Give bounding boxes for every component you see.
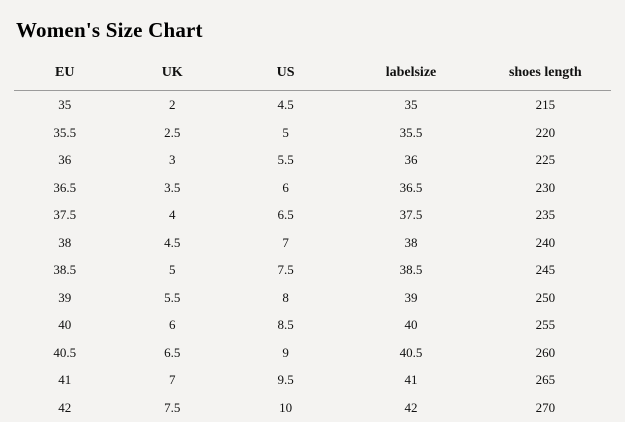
cell-shoes-length: 215 xyxy=(535,97,556,112)
table-row xyxy=(14,201,611,229)
cell-uk: 5 xyxy=(168,262,176,278)
cell-us: 4.5 xyxy=(277,97,294,112)
cell-us: 9 xyxy=(282,344,289,360)
cell-eu: 38.5 xyxy=(53,262,77,278)
cell-uk: 6.5 xyxy=(164,344,181,360)
column-header-shoes-length: shoes length xyxy=(480,59,611,91)
cell-labelsize: 42 xyxy=(404,400,418,416)
cell-uk: 6 xyxy=(168,317,176,333)
cell-us: 7 xyxy=(282,234,289,250)
cell-us: 5 xyxy=(282,124,289,140)
table-row xyxy=(14,119,611,147)
cell-shoes-length: 235 xyxy=(535,207,556,223)
table-row xyxy=(14,339,611,367)
cell-labelsize: 38 xyxy=(404,234,418,250)
cell-uk: 3 xyxy=(168,152,176,168)
cell-labelsize: 40 xyxy=(404,317,418,333)
cell-shoes-length: 250 xyxy=(535,289,556,305)
table-header-row xyxy=(14,59,611,91)
cell-shoes-length: 260 xyxy=(535,344,556,360)
table-row xyxy=(14,174,611,202)
cell-uk: 7 xyxy=(168,372,176,388)
cell-shoes-length: 230 xyxy=(535,179,556,195)
cell-shoes-length: 245 xyxy=(535,262,556,278)
table-row xyxy=(14,91,611,119)
cell-shoes-length: 240 xyxy=(535,234,556,250)
column-header-uk: UK xyxy=(115,59,228,91)
cell-eu: 36.5 xyxy=(53,179,77,195)
cell-eu: 40.5 xyxy=(53,344,77,360)
page-title: Women's Size Chart xyxy=(16,18,203,42)
cell-uk: 2 xyxy=(168,97,176,112)
cell-labelsize: 41 xyxy=(404,372,418,388)
table-header xyxy=(14,59,611,91)
table-row xyxy=(14,146,611,174)
table-row xyxy=(14,394,611,422)
column-header-us: US xyxy=(229,59,342,91)
cell-shoes-length: 220 xyxy=(535,124,556,140)
cell-labelsize: 38.5 xyxy=(399,262,423,278)
column-header-eu: EU xyxy=(14,59,115,91)
size-chart-table xyxy=(14,59,611,422)
table-body xyxy=(14,91,611,422)
cell-labelsize: 35 xyxy=(404,97,418,112)
cell-eu: 42 xyxy=(58,400,72,416)
cell-eu: 40 xyxy=(58,317,72,333)
table-row xyxy=(14,256,611,284)
cell-us: 8.5 xyxy=(277,317,294,333)
column-header-labelsize: labelsize xyxy=(342,59,479,91)
cell-uk: 4 xyxy=(168,207,176,223)
table-row xyxy=(14,229,611,257)
cell-us: 6 xyxy=(282,179,289,195)
cell-eu: 37.5 xyxy=(53,207,77,223)
cell-uk: 5.5 xyxy=(164,289,181,305)
cell-shoes-length: 225 xyxy=(535,152,556,168)
cell-labelsize: 37.5 xyxy=(399,207,423,223)
cell-labelsize: 36.5 xyxy=(399,179,423,195)
cell-uk: 2.5 xyxy=(164,124,181,140)
cell-eu: 35.5 xyxy=(53,124,77,140)
table-row xyxy=(14,284,611,312)
cell-us: 7.5 xyxy=(277,262,294,278)
cell-uk: 3.5 xyxy=(164,179,181,195)
cell-labelsize: 39 xyxy=(404,289,418,305)
cell-shoes-length: 270 xyxy=(535,400,556,416)
cell-us: 5.5 xyxy=(277,152,294,168)
cell-eu: 38 xyxy=(58,234,72,250)
table-row xyxy=(14,311,611,339)
cell-labelsize: 36 xyxy=(404,152,418,168)
cell-labelsize: 35.5 xyxy=(399,124,423,140)
cell-labelsize: 40.5 xyxy=(399,344,423,360)
cell-us: 8 xyxy=(282,289,289,305)
cell-eu: 41 xyxy=(58,372,72,388)
cell-shoes-length: 265 xyxy=(535,372,556,388)
cell-eu: 35 xyxy=(58,97,72,112)
cell-uk: 4.5 xyxy=(164,234,181,250)
cell-us: 10 xyxy=(279,400,293,416)
cell-eu: 36 xyxy=(58,152,72,168)
cell-uk: 7.5 xyxy=(164,400,181,416)
cell-shoes-length: 255 xyxy=(535,317,556,333)
table-row xyxy=(14,366,611,394)
cell-us: 9.5 xyxy=(277,372,294,388)
cell-eu: 39 xyxy=(58,289,72,305)
cell-us: 6.5 xyxy=(277,207,294,223)
